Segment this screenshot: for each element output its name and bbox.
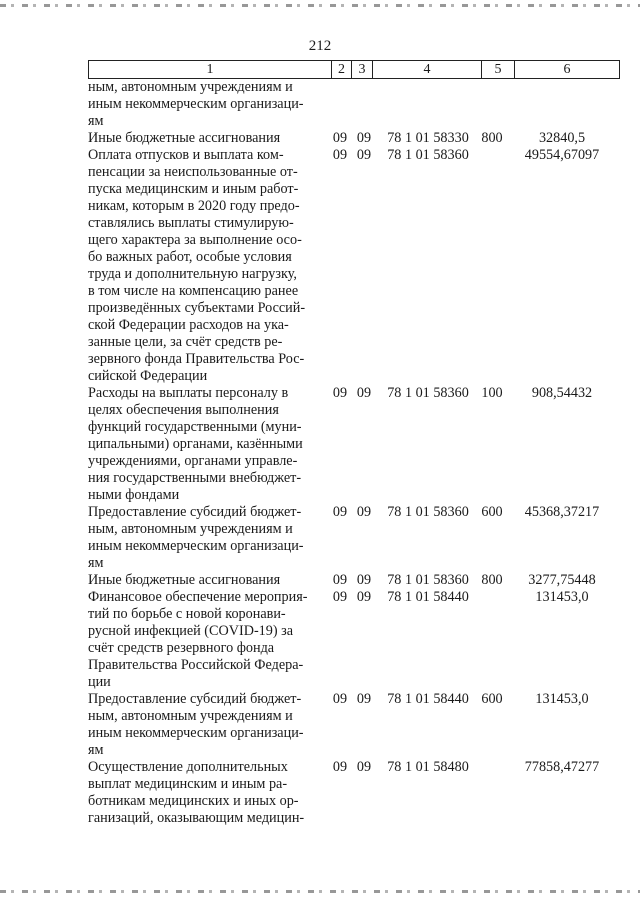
amount: 131453,0	[535, 589, 589, 605]
description-line: Предоставление субсидий бюджет-	[88, 504, 302, 520]
row-description	[88, 504, 330, 572]
description-line: ными фондами	[88, 487, 180, 503]
section-code: 09	[332, 691, 348, 707]
description-line: занные цели, за счёт средств ре-	[88, 334, 283, 350]
scan-edge-bottom	[0, 890, 640, 893]
description-line: Предоставление субсидий бюджет-	[88, 691, 302, 707]
amount: 908,54432	[531, 385, 593, 401]
subsection-code: 09	[356, 572, 372, 588]
description-line: никам, которым в 2020 году предо-	[88, 198, 300, 214]
amount: 32840,5	[538, 130, 586, 146]
table-row	[88, 385, 618, 504]
description-line: ния государственными внебюджет-	[88, 470, 302, 486]
table-row	[88, 147, 618, 385]
target-article-code: 78 1 01 58440	[387, 589, 469, 605]
table-row	[88, 504, 618, 572]
description-line: ции	[88, 674, 111, 690]
description-line: тий по борьбе с новой коронави-	[88, 606, 286, 622]
description-line: русной инфекцией (COVID-19) за	[88, 623, 294, 639]
description-line: выплат медицинским и иным ра-	[88, 776, 288, 792]
description-line: ской Федерации расходов на ука-	[88, 317, 289, 333]
description-line: ставлялись выплаты стимулирую-	[88, 215, 294, 231]
description-line: Осуществление дополнительных	[88, 759, 288, 775]
description-line: ципальными) органами, казёнными	[88, 436, 303, 452]
description-line: функций государственными (муни-	[88, 419, 302, 435]
description-line: учреждениями, органами управле-	[88, 453, 298, 469]
description-line: Иные бюджетные ассигнования	[88, 572, 281, 588]
target-article-code: 78 1 01 58360	[387, 385, 469, 401]
target-article-code: 78 1 01 58360	[387, 147, 469, 163]
description-line: Расходы на выплаты персоналу в	[88, 385, 289, 401]
subsection-code: 09	[356, 589, 372, 605]
description-line: ям	[88, 742, 104, 758]
header-col-6: 6	[515, 61, 620, 79]
description-line: счёт средств резервного фонда	[88, 640, 275, 656]
expense-type-code: 100	[481, 385, 503, 401]
description-line: щего характера за выполнение осо-	[88, 232, 302, 248]
row-description	[88, 147, 330, 385]
table-row	[88, 691, 618, 759]
amount: 45368,37217	[524, 504, 600, 520]
expense-type-code	[478, 589, 506, 691]
expense-type-code	[478, 147, 506, 385]
section-code: 09	[332, 589, 348, 605]
table-row	[88, 130, 618, 147]
target-article-code: 78 1 01 58440	[387, 691, 469, 707]
table-row	[88, 79, 618, 130]
row-description	[88, 572, 330, 589]
page-number: 212	[308, 38, 332, 54]
description-line: бо важных работ, особые условия	[88, 249, 292, 265]
amount: 3277,75448	[528, 572, 596, 588]
description-line: сийской Федерации	[88, 368, 208, 384]
amount: 77858,47277	[524, 759, 600, 775]
subsection-code	[350, 79, 378, 130]
row-description	[88, 385, 330, 504]
amount: 131453,0	[535, 691, 589, 707]
subsection-code: 09	[356, 691, 372, 707]
section-code: 09	[332, 130, 348, 146]
description-line: произведённых субъектами Россий-	[88, 300, 306, 316]
description-line: ганизаций, оказывающим медицин-	[88, 810, 305, 826]
header-col-3: 3	[352, 61, 373, 79]
row-description	[88, 589, 330, 691]
subsection-code: 09	[356, 504, 372, 520]
description-line: пенсации за неиспользованные от-	[88, 164, 298, 180]
target-article-code	[378, 79, 478, 130]
description-line: труда и дополнительную нагрузку,	[88, 266, 297, 282]
description-line: в том числе на компенсацию ранее	[88, 283, 299, 299]
expense-type-code: 600	[481, 691, 503, 707]
target-article-code: 78 1 01 58360	[387, 572, 469, 588]
row-description	[88, 79, 330, 130]
row-description	[88, 759, 330, 827]
description-line: Оплата отпусков и выплата ком-	[88, 147, 284, 163]
table-row	[88, 759, 618, 827]
amount	[506, 79, 618, 130]
section-code: 09	[332, 147, 348, 163]
expense-type-code	[478, 79, 506, 130]
expense-type-code: 800	[481, 130, 503, 146]
expense-type-code: 600	[481, 504, 503, 520]
column-header	[88, 60, 620, 79]
table-row	[88, 589, 618, 691]
expense-type-code: 800	[481, 572, 503, 588]
header-col-4: 4	[373, 61, 482, 79]
description-line: ным, автономным учреждениям и	[88, 79, 293, 95]
description-line: Иные бюджетные ассигнования	[88, 130, 281, 146]
subsection-code: 09	[356, 130, 372, 146]
description-line: пуска медицинским и иным работ-	[88, 181, 299, 197]
description-line: целях обеспечения выполнения	[88, 402, 279, 418]
target-article-code: 78 1 01 58330	[387, 130, 469, 146]
expense-type-code	[478, 759, 506, 827]
description-line: ям	[88, 555, 104, 571]
description-line: иным некоммерческим организаци-	[88, 725, 304, 741]
scan-edge-top	[0, 4, 640, 7]
subsection-code: 09	[356, 759, 372, 775]
row-description	[88, 691, 330, 759]
description-line: иным некоммерческим организаци-	[88, 96, 304, 112]
description-line: ям	[88, 113, 104, 129]
header-col-5: 5	[482, 61, 515, 79]
section-code: 09	[332, 572, 348, 588]
description-line: Правительства Российской Федера-	[88, 657, 304, 673]
target-article-code: 78 1 01 58480	[387, 759, 469, 775]
section-code: 09	[332, 504, 348, 520]
section-code: 09	[332, 759, 348, 775]
description-line: ботникам медицинских и иных ор-	[88, 793, 299, 809]
header-col-2: 2	[332, 61, 352, 79]
header-col-1: 1	[89, 61, 332, 79]
row-description	[88, 130, 330, 147]
table-row	[88, 572, 618, 589]
description-line: зервного фонда Правительства Рос-	[88, 351, 305, 367]
section-code	[330, 79, 350, 130]
description-line: ным, автономным учреждениям и	[88, 708, 293, 724]
subsection-code: 09	[356, 147, 372, 163]
description-line: ным, автономным учреждениям и	[88, 521, 293, 537]
description-line: Финансовое обеспечение мероприя-	[88, 589, 308, 605]
subsection-code: 09	[356, 385, 372, 401]
section-code: 09	[332, 385, 348, 401]
amount: 49554,67097	[524, 147, 600, 163]
target-article-code: 78 1 01 58360	[387, 504, 469, 520]
budget-table-body	[88, 79, 618, 827]
description-line: иным некоммерческим организаци-	[88, 538, 304, 554]
